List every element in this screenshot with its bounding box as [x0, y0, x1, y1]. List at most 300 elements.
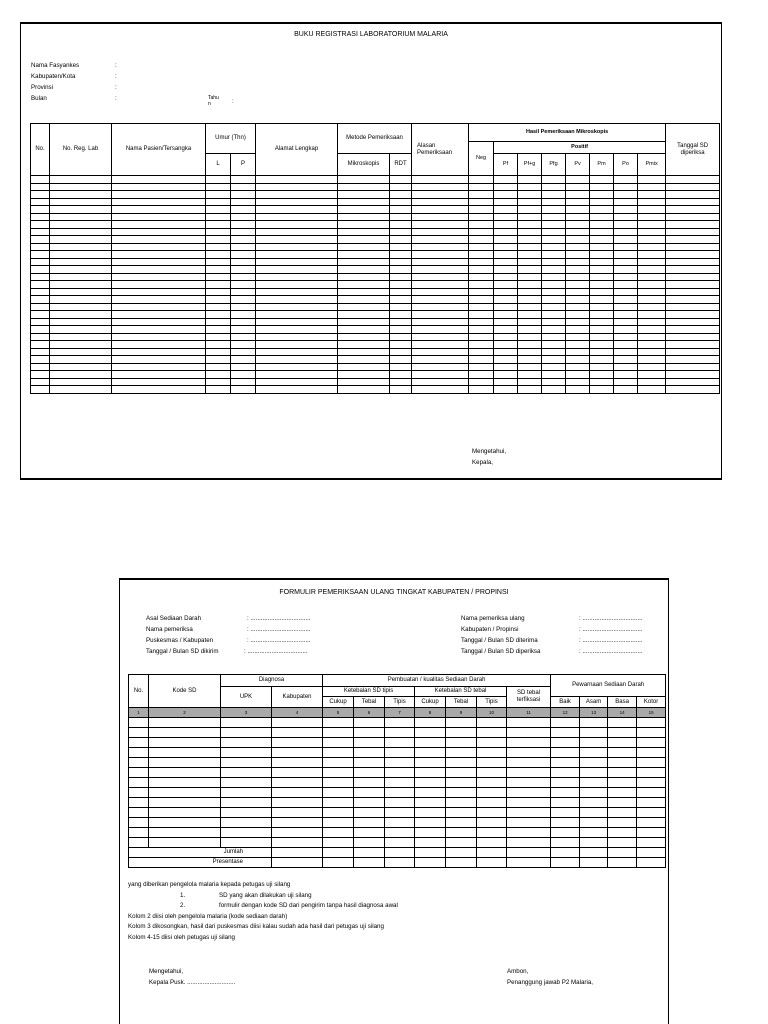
table-cell: [551, 778, 580, 788]
table-cell: [338, 311, 390, 319]
table-cell: [446, 718, 477, 728]
table-cell: [608, 758, 637, 768]
col2-pembuatan-header: Pembuatan / kualitas Sediaan Darah: [323, 675, 551, 687]
column-number-cell: 4: [272, 708, 323, 718]
table-cell: [323, 718, 354, 728]
table-cell: [31, 183, 50, 191]
col-umur-header: Umur (Thn): [206, 124, 256, 154]
table-cell: [390, 333, 412, 341]
table-cell: [608, 838, 637, 848]
table-cell: [614, 348, 638, 356]
table-cell: [590, 258, 614, 266]
table-cell: [338, 296, 390, 304]
table-cell: [590, 288, 614, 296]
table-row: [129, 778, 666, 788]
table-row: [129, 728, 666, 738]
table-cell: [354, 718, 385, 728]
table-cell: [31, 341, 50, 349]
table-cell: [507, 828, 551, 838]
table-cell: [477, 748, 507, 758]
table-row: [31, 228, 720, 236]
table-cell: [112, 221, 206, 229]
table-cell: [338, 198, 390, 206]
table-row: [31, 333, 720, 341]
column-number-cell: 3: [221, 708, 272, 718]
table-cell: [494, 243, 518, 251]
table-cell: [507, 858, 551, 868]
table-cell: [50, 333, 112, 341]
table-row: [31, 281, 720, 289]
table-cell: [469, 333, 494, 341]
table-cell: [518, 183, 542, 191]
table-cell: [272, 768, 323, 778]
table-cell: [415, 818, 446, 828]
table-cell: [221, 728, 272, 738]
table-cell: [566, 198, 590, 206]
field-puskesmas: Puskesmas / Kabupaten : ...................................: [146, 637, 311, 644]
table-cell: [614, 198, 638, 206]
form2-right-fields: [461, 613, 643, 657]
table-cell: [666, 281, 720, 289]
table-cell: [31, 258, 50, 266]
table-cell: [385, 738, 415, 748]
table-cell: [338, 206, 390, 214]
table-cell: [494, 341, 518, 349]
table-cell: [272, 738, 323, 748]
table-cell: [507, 778, 551, 788]
recheck-form: [119, 578, 669, 1024]
table-cell: [31, 303, 50, 311]
table-cell: [256, 221, 338, 229]
table-cell: [580, 858, 608, 868]
table-cell: [477, 788, 507, 798]
table-cell: [256, 303, 338, 311]
table-cell: [666, 221, 720, 229]
table-cell: [469, 288, 494, 296]
table-cell: [446, 738, 477, 748]
table-cell: [666, 318, 720, 326]
table-cell: [231, 341, 256, 349]
column-number-cell: 12: [551, 708, 580, 718]
table-cell: [494, 206, 518, 214]
table-cell: [221, 808, 272, 818]
table-row: [129, 838, 666, 848]
table-cell: [231, 221, 256, 229]
table-cell: [666, 378, 720, 386]
table-cell: [494, 318, 518, 326]
table-cell: [494, 371, 518, 379]
table-cell: [231, 333, 256, 341]
table-cell: [666, 191, 720, 199]
table-cell: [446, 838, 477, 848]
col2-diagnosa-header: Diagnosa: [221, 675, 323, 687]
table-cell: [31, 221, 50, 229]
table-cell: [31, 288, 50, 296]
table-cell: [566, 273, 590, 281]
table-cell: [566, 183, 590, 191]
table-cell: [542, 356, 566, 364]
table-cell: [256, 183, 338, 191]
table-cell: [518, 311, 542, 319]
table-cell: [231, 183, 256, 191]
table-cell: [638, 326, 666, 334]
table-cell: [412, 311, 469, 319]
table-cell: [590, 251, 614, 259]
table-cell: [338, 386, 390, 394]
table-cell: [518, 176, 542, 184]
table-cell: [272, 808, 323, 818]
table-cell: [412, 386, 469, 394]
table-cell: [551, 768, 580, 778]
table-cell: [518, 281, 542, 289]
table-cell: [638, 243, 666, 251]
table-cell: [338, 266, 390, 274]
table-cell: [50, 318, 112, 326]
table-cell: [390, 273, 412, 281]
table-cell: [149, 778, 221, 788]
table-cell: [390, 191, 412, 199]
field-tanggal-diterima: Tanggal / Bulan SD diterima : ...................................: [461, 637, 643, 644]
table-cell: [518, 363, 542, 371]
table-cell: [149, 758, 221, 768]
table-cell: [129, 738, 149, 748]
table-cell: [112, 198, 206, 206]
table-cell: [129, 808, 149, 818]
table-cell: [206, 303, 231, 311]
table-cell: [590, 198, 614, 206]
table-cell: [637, 718, 666, 728]
table-cell: [638, 363, 666, 371]
doc1-signature: Mengetahui, Kepala,: [472, 448, 507, 466]
table-cell: [638, 176, 666, 184]
table-cell: [666, 333, 720, 341]
table-cell: [256, 206, 338, 214]
table-cell: [231, 378, 256, 386]
table-cell: [338, 303, 390, 311]
table-row: [129, 798, 666, 808]
table-cell: [446, 748, 477, 758]
table-cell: [390, 303, 412, 311]
col-alasan-header: Alasan Pemeriksaan: [412, 124, 469, 176]
table-cell: [469, 363, 494, 371]
table-cell: [231, 228, 256, 236]
form2-sign-right: Ambon, Penanggung jawab P2 Malaria,: [507, 968, 593, 986]
table-cell: [637, 838, 666, 848]
table-cell: [256, 251, 338, 259]
table-cell: [566, 356, 590, 364]
table-cell: [494, 236, 518, 244]
table-cell: [477, 828, 507, 838]
table-cell: [518, 191, 542, 199]
table-cell: [412, 221, 469, 229]
table-cell: [666, 206, 720, 214]
column-number-cell: 8: [415, 708, 446, 718]
table-cell: [50, 221, 112, 229]
form-header-fields: [31, 60, 331, 104]
table-cell: [50, 198, 112, 206]
table-cell: [412, 378, 469, 386]
col2-tipis-header: Tipis: [385, 697, 415, 708]
table-cell: [390, 258, 412, 266]
table-cell: [542, 378, 566, 386]
column-number-cell: 13: [580, 708, 608, 718]
field-tanggal-dikirim: Tanggal / Bulan SD dikirim : ...................................: [146, 648, 308, 655]
table-cell: [129, 758, 149, 768]
table-cell: [590, 273, 614, 281]
table-cell: [638, 303, 666, 311]
table-cell: [149, 798, 221, 808]
table-cell: [323, 748, 354, 758]
table-cell: [469, 251, 494, 259]
table-cell: [518, 326, 542, 334]
table-cell: [206, 348, 231, 356]
table-cell: [637, 808, 666, 818]
table-cell: [206, 288, 231, 296]
col-pfg-plus-header: Pf+g: [518, 154, 542, 176]
table-cell: [590, 296, 614, 304]
table-cell: [614, 288, 638, 296]
table-cell: [566, 206, 590, 214]
table-cell: [354, 828, 385, 838]
table-cell: [112, 363, 206, 371]
table-cell: [206, 371, 231, 379]
table-cell: [666, 296, 720, 304]
table-cell: [112, 213, 206, 221]
table-row: [31, 213, 720, 221]
table-cell: [206, 243, 231, 251]
table-cell: [446, 768, 477, 778]
table-cell: [390, 371, 412, 379]
table-cell: [50, 183, 112, 191]
table-cell: [469, 176, 494, 184]
table-cell: [231, 213, 256, 221]
table-cell: [390, 326, 412, 334]
table-cell: [412, 213, 469, 221]
table-cell: [323, 758, 354, 768]
table-cell: [412, 266, 469, 274]
table-cell: [323, 818, 354, 828]
table-cell: [385, 758, 415, 768]
table-cell: [415, 718, 446, 728]
table-cell: [221, 798, 272, 808]
table-cell: [494, 198, 518, 206]
registration-table: [30, 123, 720, 394]
table-row: [31, 198, 720, 206]
table-cell: [477, 728, 507, 738]
table-cell: [206, 333, 231, 341]
table-cell: [390, 348, 412, 356]
col2-ketebalan-tipis-header: Ketebalan SD tipis: [323, 687, 415, 697]
table-cell: [256, 288, 338, 296]
table-cell: [50, 191, 112, 199]
table-cell: [469, 386, 494, 394]
table-cell: [231, 198, 256, 206]
table-cell: [31, 281, 50, 289]
col-po-header: Po: [614, 154, 638, 176]
table-cell: [590, 221, 614, 229]
table-cell: [542, 281, 566, 289]
table-cell: [551, 838, 580, 848]
table-cell: [638, 311, 666, 319]
table-cell: [566, 341, 590, 349]
table-cell: [256, 311, 338, 319]
table-row: [129, 788, 666, 798]
table-cell: [412, 273, 469, 281]
table-cell: [256, 228, 338, 236]
table-cell: [272, 818, 323, 828]
table-cell: [608, 778, 637, 788]
table-cell: [666, 303, 720, 311]
table-cell: [637, 748, 666, 758]
table-cell: [50, 371, 112, 379]
table-row: [31, 326, 720, 334]
table-cell: [446, 858, 477, 868]
table-cell: [637, 728, 666, 738]
table-cell: [412, 176, 469, 184]
table-cell: [129, 748, 149, 758]
table-cell: [590, 371, 614, 379]
form-title: BUKU REGISTRASI LABORATORIUM MALARIA: [294, 31, 448, 38]
table-cell: [31, 273, 50, 281]
table-cell: [206, 198, 231, 206]
table-cell: [256, 363, 338, 371]
table-cell: [385, 748, 415, 758]
table-cell: [614, 296, 638, 304]
table-cell: [542, 243, 566, 251]
table-cell: [614, 281, 638, 289]
table-cell: [385, 828, 415, 838]
table-cell: [614, 371, 638, 379]
column-number-cell: 1: [129, 708, 149, 718]
table-row: [31, 318, 720, 326]
table-cell: [566, 348, 590, 356]
table-cell: [638, 213, 666, 221]
field-asal-sediaan: Asal Sediaan Darah : ...................................: [146, 615, 311, 622]
table-cell: [206, 386, 231, 394]
note-line1: yang diberikan pengelola malaria kepada petugas uji silang: [128, 881, 291, 888]
note-line2: Kolom 2 diisi oleh pengelola malaria (kode sediaan darah): [128, 912, 288, 920]
table-cell: [206, 318, 231, 326]
table-cell: [518, 288, 542, 296]
table-cell: [590, 356, 614, 364]
table-cell: [469, 318, 494, 326]
table-row: [31, 251, 720, 259]
table-cell: [590, 326, 614, 334]
table-cell: [231, 281, 256, 289]
presentase-row: [129, 858, 666, 868]
table-cell: [415, 828, 446, 838]
table-cell: [149, 828, 221, 838]
table-cell: [129, 788, 149, 798]
table-cell: [469, 356, 494, 364]
table-cell: [637, 788, 666, 798]
table-cell: [566, 191, 590, 199]
note-line4: Kolom 4-15 diisi oleh petugas uji silang: [128, 933, 235, 941]
table-cell: [50, 266, 112, 274]
table-cell: [415, 748, 446, 758]
table-cell: [256, 273, 338, 281]
table-cell: [206, 183, 231, 191]
table-cell: [518, 258, 542, 266]
table-cell: [477, 778, 507, 788]
table-cell: [50, 341, 112, 349]
table-cell: [231, 348, 256, 356]
table-cell: [272, 828, 323, 838]
table-cell: [415, 778, 446, 788]
field-bulan: Bulan :: [31, 95, 117, 102]
table-cell: [590, 266, 614, 274]
table-row: [31, 266, 720, 274]
table-cell: [206, 251, 231, 259]
table-cell: [206, 311, 231, 319]
table-cell: [415, 758, 446, 768]
table-cell: [112, 333, 206, 341]
table-cell: [50, 288, 112, 296]
table-cell: [551, 758, 580, 768]
table-cell: [614, 243, 638, 251]
table-cell: [206, 176, 231, 184]
table-cell: [272, 748, 323, 758]
table-cell: [542, 206, 566, 214]
table-cell: [608, 768, 637, 778]
col-tanggal-header: Tanggal SD diperiksa: [666, 124, 720, 176]
table-cell: [614, 326, 638, 334]
table-cell: [272, 718, 323, 728]
table-cell: [338, 348, 390, 356]
table-cell: [206, 296, 231, 304]
table-cell: [256, 318, 338, 326]
table-cell: [638, 191, 666, 199]
table-cell: [129, 838, 149, 848]
col2-pewarnaan-header: Pewarnaan Sediaan Darah: [551, 675, 666, 697]
table-cell: [412, 198, 469, 206]
table-cell: [518, 243, 542, 251]
table-row: [129, 718, 666, 728]
table-cell: [469, 191, 494, 199]
table-cell: [542, 176, 566, 184]
table-cell: [518, 251, 542, 259]
col-rdt-header: RDT: [390, 154, 412, 176]
table-cell: [272, 838, 323, 848]
form2-sign-left: Mengetahui, Kepala Pusk. ............................: [149, 968, 236, 986]
table-cell: [638, 236, 666, 244]
col-p-header: P: [231, 154, 256, 176]
table-cell: [50, 206, 112, 214]
table-cell: [551, 828, 580, 838]
table-cell: [477, 718, 507, 728]
table-row: [31, 258, 720, 266]
table-cell: [385, 798, 415, 808]
table-cell: [666, 363, 720, 371]
table-row: [31, 236, 720, 244]
table-cell: [580, 808, 608, 818]
table-cell: [614, 333, 638, 341]
table-cell: [566, 378, 590, 386]
table-cell: [390, 221, 412, 229]
table-cell: [469, 183, 494, 191]
table-cell: [206, 258, 231, 266]
table-cell: [542, 333, 566, 341]
table-cell: [666, 356, 720, 364]
table-cell: [31, 243, 50, 251]
table-cell: [390, 198, 412, 206]
table-cell: [323, 858, 354, 868]
table-cell: [149, 738, 221, 748]
table-cell: [50, 213, 112, 221]
table-cell: [112, 206, 206, 214]
table-cell: [256, 266, 338, 274]
table-cell: [542, 236, 566, 244]
